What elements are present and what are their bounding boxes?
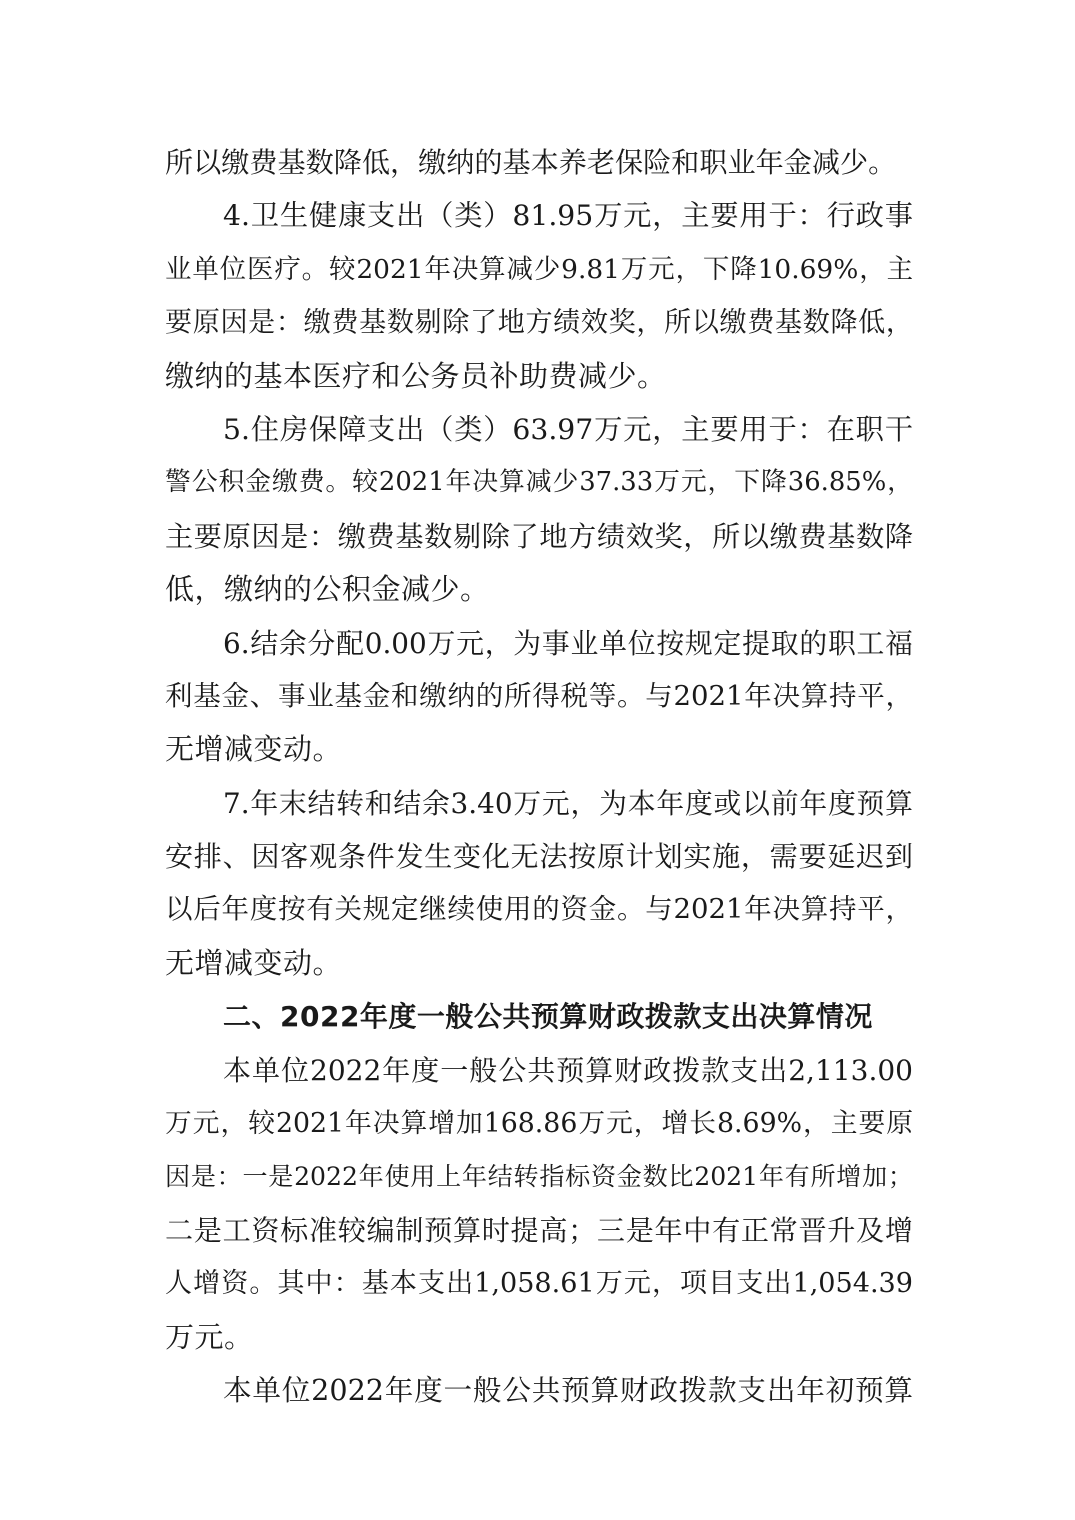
paragraph-line: 7.年末结转和结余3.40万元，为本年度或以前年度预算	[223, 786, 913, 820]
section-heading: 二、2022年度一般公共预算财政拨款支出决算情况	[223, 1000, 873, 1034]
paragraph-line: 要原因是：缴费基数剔除了地方绩效奖，所以缴费基数降低，	[165, 307, 913, 339]
paragraph-line: 万元。	[165, 1319, 254, 1354]
paragraph-line: 5.住房保障支出（类）63.97万元，主要用于：在职干	[223, 412, 913, 446]
paragraph-line: 警公积金缴费。较2021年决算减少37.33万元，下降36.85%，	[165, 467, 913, 498]
paragraph-line: 因是：一是2022年使用上年结转指标资金数比2021年有所增加；	[165, 1162, 913, 1192]
paragraph-line: 缴纳的基本医疗和公务员补助费减少。	[165, 358, 667, 393]
paragraph-line: 本单位2022年度一般公共预算财政拨款支出年初预算	[223, 1372, 913, 1407]
document-body	[165, 136, 913, 1417]
paragraph-line: 本单位2022年度一般公共预算财政拨款支出2,113.00	[223, 1053, 913, 1087]
paragraph-line: 低，缴纳的公积金减少。	[165, 572, 490, 607]
paragraph-line: 万元，较2021年决算增加168.86万元，增长8.69%，主要原	[165, 1108, 913, 1140]
paragraph-line: 以后年度按有关规定继续使用的资金。与2021年决算持平，	[165, 893, 913, 926]
paragraph-line: 主要原因是：缴费基数剔除了地方绩效奖，所以缴费基数降	[165, 519, 913, 553]
paragraph-line: 利基金、事业基金和缴纳的所得税等。与2021年决算持平，	[165, 679, 913, 712]
paragraph-line: 安排、因客观条件发生变化无法按原计划实施，需要延迟到	[165, 840, 913, 874]
paragraph-line: 无增减变动。	[165, 945, 343, 980]
paragraph-line: 二是工资标准较编制预算时提高；三是年中有正常晋升及增	[165, 1213, 913, 1247]
paragraph-line: 人增资。其中：基本支出1,058.61万元，项目支出1,054.39	[165, 1268, 913, 1300]
paragraph-line: 无增减变动。	[165, 732, 343, 767]
paragraph-line: 4.卫生健康支出（类）81.95万元，主要用于：行政事	[223, 199, 913, 233]
paragraph-line: 6.结余分配0.00万元，为事业单位按规定提取的职工福	[223, 626, 913, 660]
paragraph-line: 业单位医疗。较2021年决算减少9.81万元，下降10.69%，主	[165, 253, 913, 285]
paragraph-line: 所以缴费基数降低，缴纳的基本养老保险和职业年金减少。	[165, 146, 897, 179]
